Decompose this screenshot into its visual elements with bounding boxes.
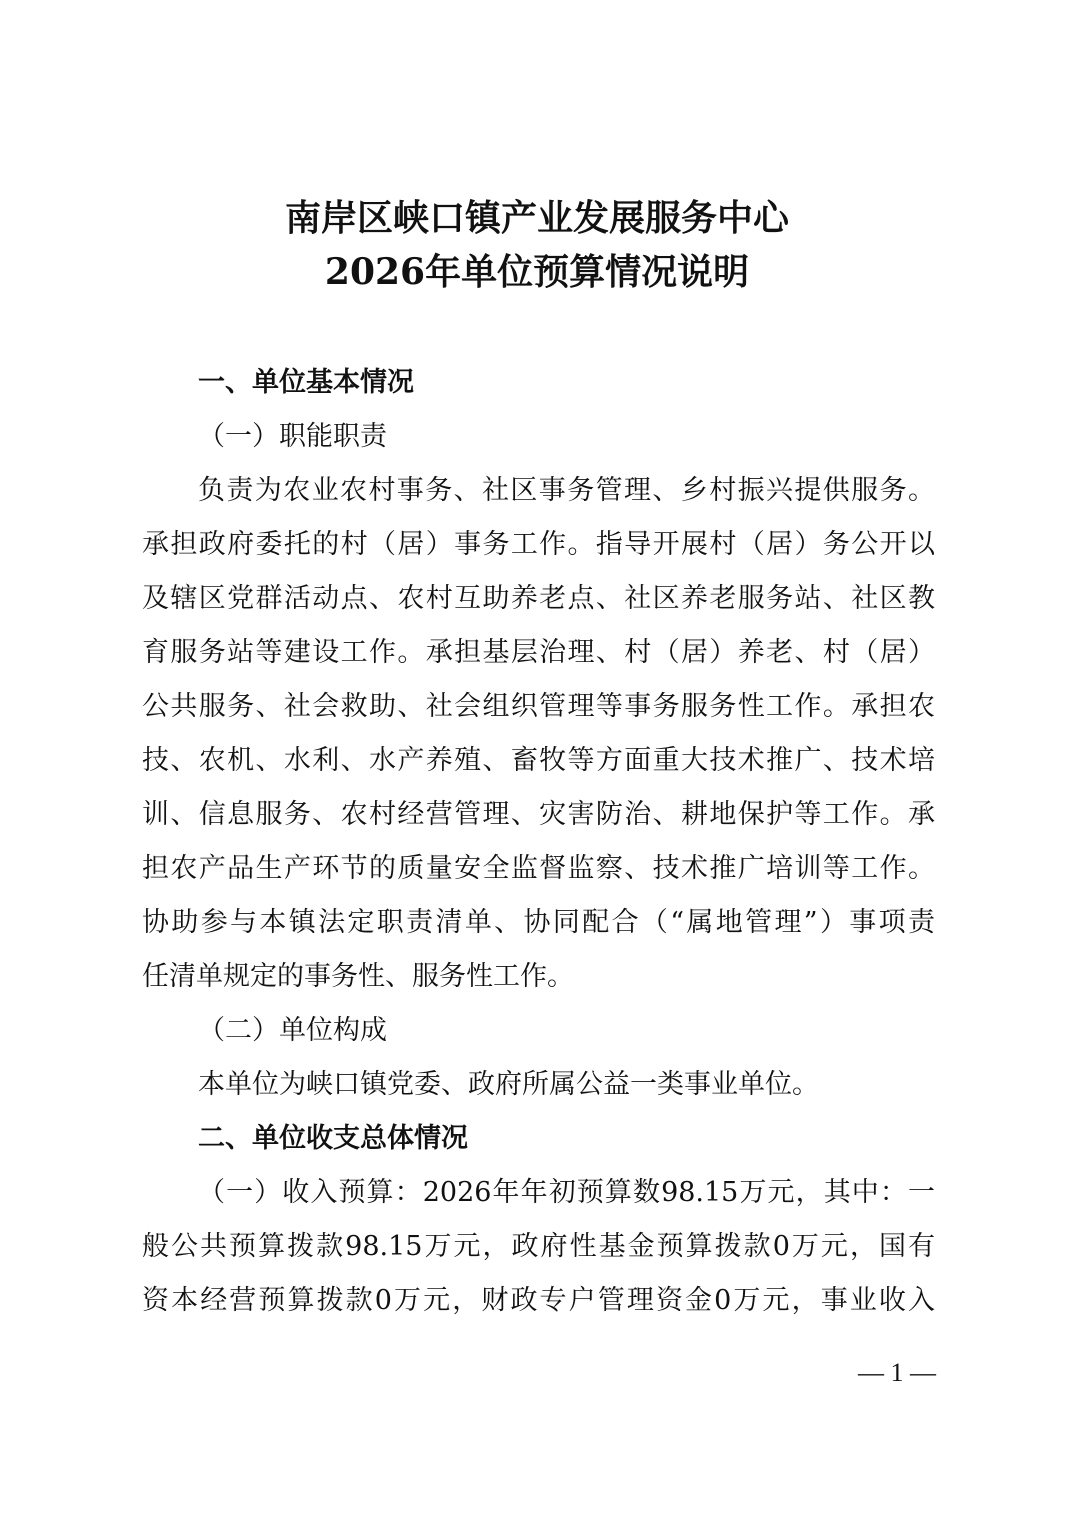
paragraph-line: 本单位为峡口镇党委、政府所属公益一类事业单位。	[198, 1069, 819, 1100]
paragraph-line: 训、信息服务、农村经营管理、灾害防治、耕地保护等工作。承	[142, 799, 935, 830]
paragraph-line: （一）收入预算：2026年年初预算数98.15万元，其中：一	[198, 1177, 935, 1208]
section-heading: 二、单位收支总体情况	[198, 1123, 468, 1154]
page-number: — 1 —	[858, 1358, 936, 1387]
paragraph-line: 公共服务、社会救助、社会组织管理等事务服务性工作。承担农	[142, 691, 935, 722]
subsection-heading: （一）职能职责	[198, 421, 387, 452]
paragraph-line: 负责为农业农村事务、社区事务管理、乡村振兴提供服务。	[198, 475, 935, 506]
paragraph-line: 担农产品生产环节的质量安全监督监察、技术推广培训等工作。	[142, 853, 935, 884]
paragraph-line: 技、农机、水利、水产养殖、畜牧等方面重大技术推广、技术培	[142, 745, 935, 776]
paragraph-line: 般公共预算拨款98.15万元，政府性基金预算拨款0万元，国有	[142, 1231, 935, 1262]
paragraph-line: 任清单规定的事务性、服务性工作。	[142, 961, 574, 992]
paragraph-line: 育服务站等建设工作。承担基层治理、村（居）养老、村（居）	[142, 637, 935, 668]
paragraph-line: 资本经营预算拨款0万元，财政专户管理资金0万元，事业收入	[142, 1285, 935, 1316]
subsection-heading: （二）单位构成	[198, 1015, 387, 1046]
paragraph-line: 协助参与本镇法定职责清单、协同配合（“属地管理”）事项责	[142, 907, 935, 938]
section-heading: 一、单位基本情况	[198, 367, 414, 398]
document-body	[142, 356, 935, 1328]
document-title-line1: 南岸区峡口镇产业发展服务中心	[284, 197, 789, 239]
paragraph-line: 及辖区党群活动点、农村互助养老点、社区养老服务站、社区教	[142, 583, 935, 614]
paragraph-line: 承担政府委托的村（居）事务工作。指导开展村（居）务公开以	[142, 529, 935, 560]
document-title-line2: 2026年单位预算情况说明	[324, 251, 750, 293]
